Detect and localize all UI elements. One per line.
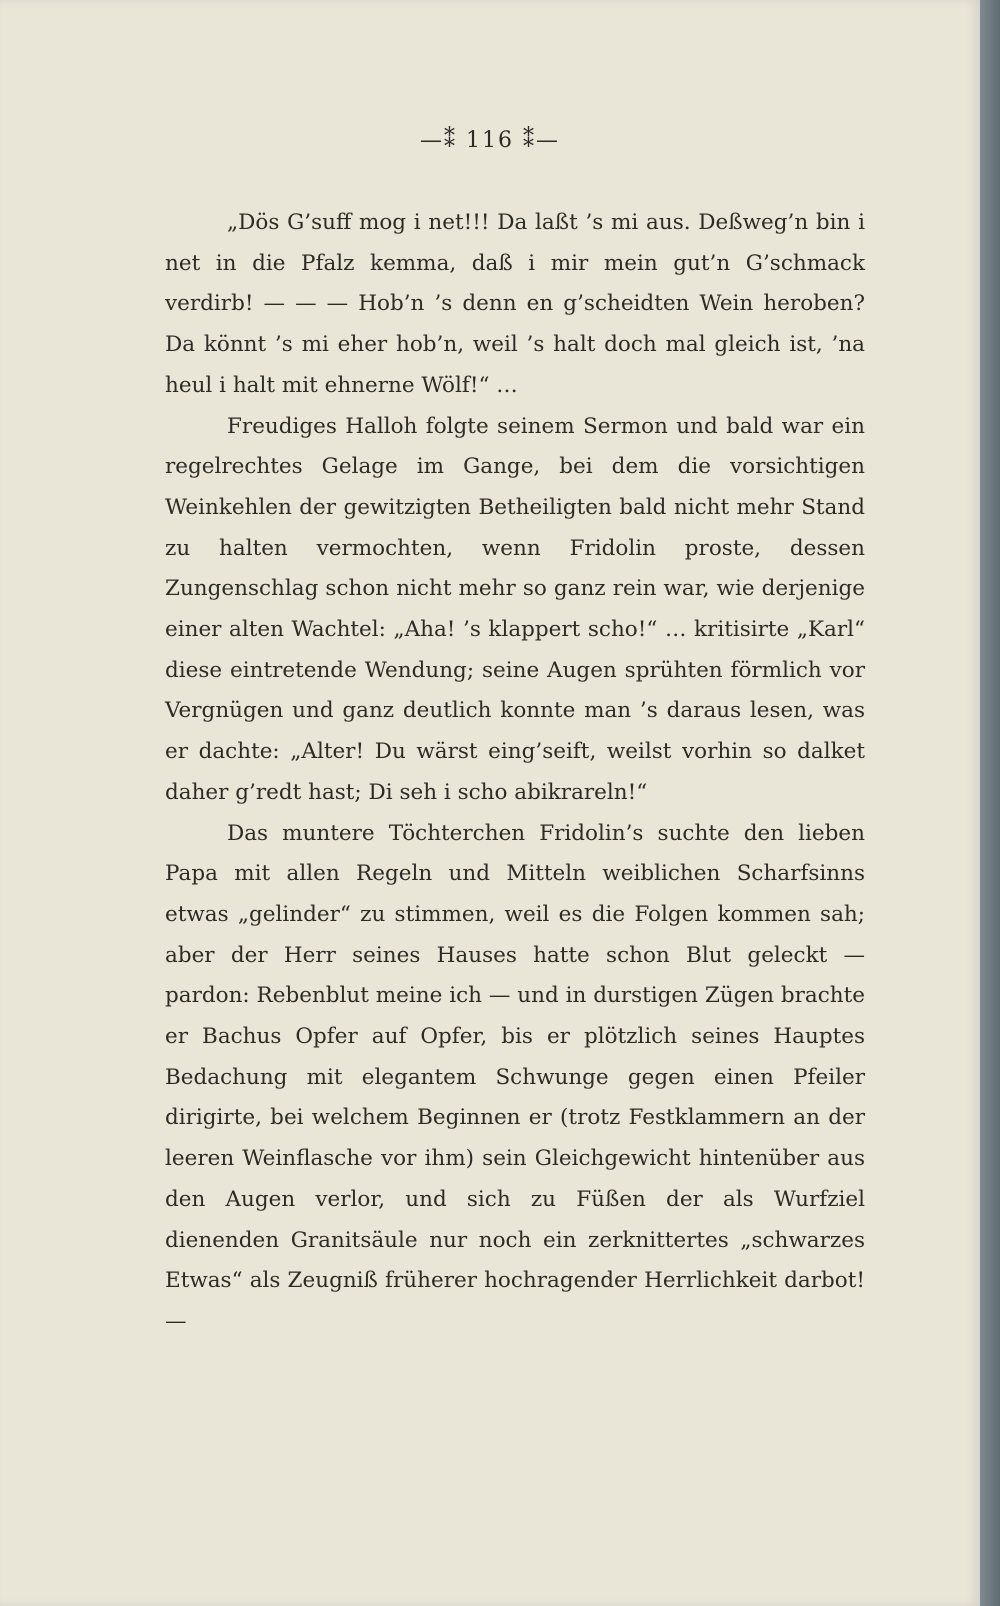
paragraph-1: „Dös G’suff mog i net!!! Da laßt ’s mi aus. Deßweg’n bin i net in die Pfalz kemma, daß i mir mein gut’n G’schmack verdirb! — — — Hob’n ’s denn en g’scheidten Wein heroben? Da könnt ’s mi eher hob’n, weil ’s halt doch mal gleich ist, ’na heul i halt mit ehnerne Wölf!“ … bbox=[165, 210, 865, 398]
paragraph-3: Das muntere Töchterchen Fridolin’s suchte den lieben Papa mit allen Regeln und Mitteln weiblichen Scharfsinns etwas „gelinder“ zu stimmen, weil es die Folgen kommen sah; aber der Herr seines Hauses hatte schon Blut geleckt — pardon: Rebenblut meine ich — und in durstigen Zügen brachte er Bachus Opfer auf Opfer, bis er plötzlich seines Hauptes Bedachung mit elegantem Schwunge gegen einen Pfeiler dirigirte, bei welchem Beginnen er (trotz Festklammern an der leeren Weinflasche vor ihm) sein Gleichgewicht hintenüber aus den Augen verlor, und sich zu Füßen der als Wurfziel dienenden Granitsäule nur noch ein zerknittertes „schwarzes Etwas“ als Zeugniß früherer hochragender Herrlichkeit darbot! — bbox=[165, 820, 865, 1334]
page-header: —⁑ 116 ⁑— bbox=[420, 128, 560, 153]
body-text bbox=[165, 203, 865, 1343]
paragraph-2: Freudiges Halloh folgte seinem Sermon und bald war ein regelrechtes Gelage im Gange, bei dem die vorsichtigen Weinkehlen der gewitzigten Betheiligten bald nicht mehr Stand zu halten vermochten, wenn Fridolin proste, dessen Zungenschlag schon nicht mehr so ganz rein war, wie derjenige einer alten Wachtel: „Aha! ’s klappert scho!“ … kritisirte „Karl“ diese eintretende Wendung; seine Augen sprühten förmlich vor Vergnügen und ganz deutlich konnte man ’s daraus lesen, was er dachte: „Alter! Du wärst eing’seift, weilst vorhin so dalket daher g’redt hast; Di seh i scho abikrareln!“ bbox=[165, 413, 865, 805]
page-edge bbox=[980, 0, 1000, 1606]
